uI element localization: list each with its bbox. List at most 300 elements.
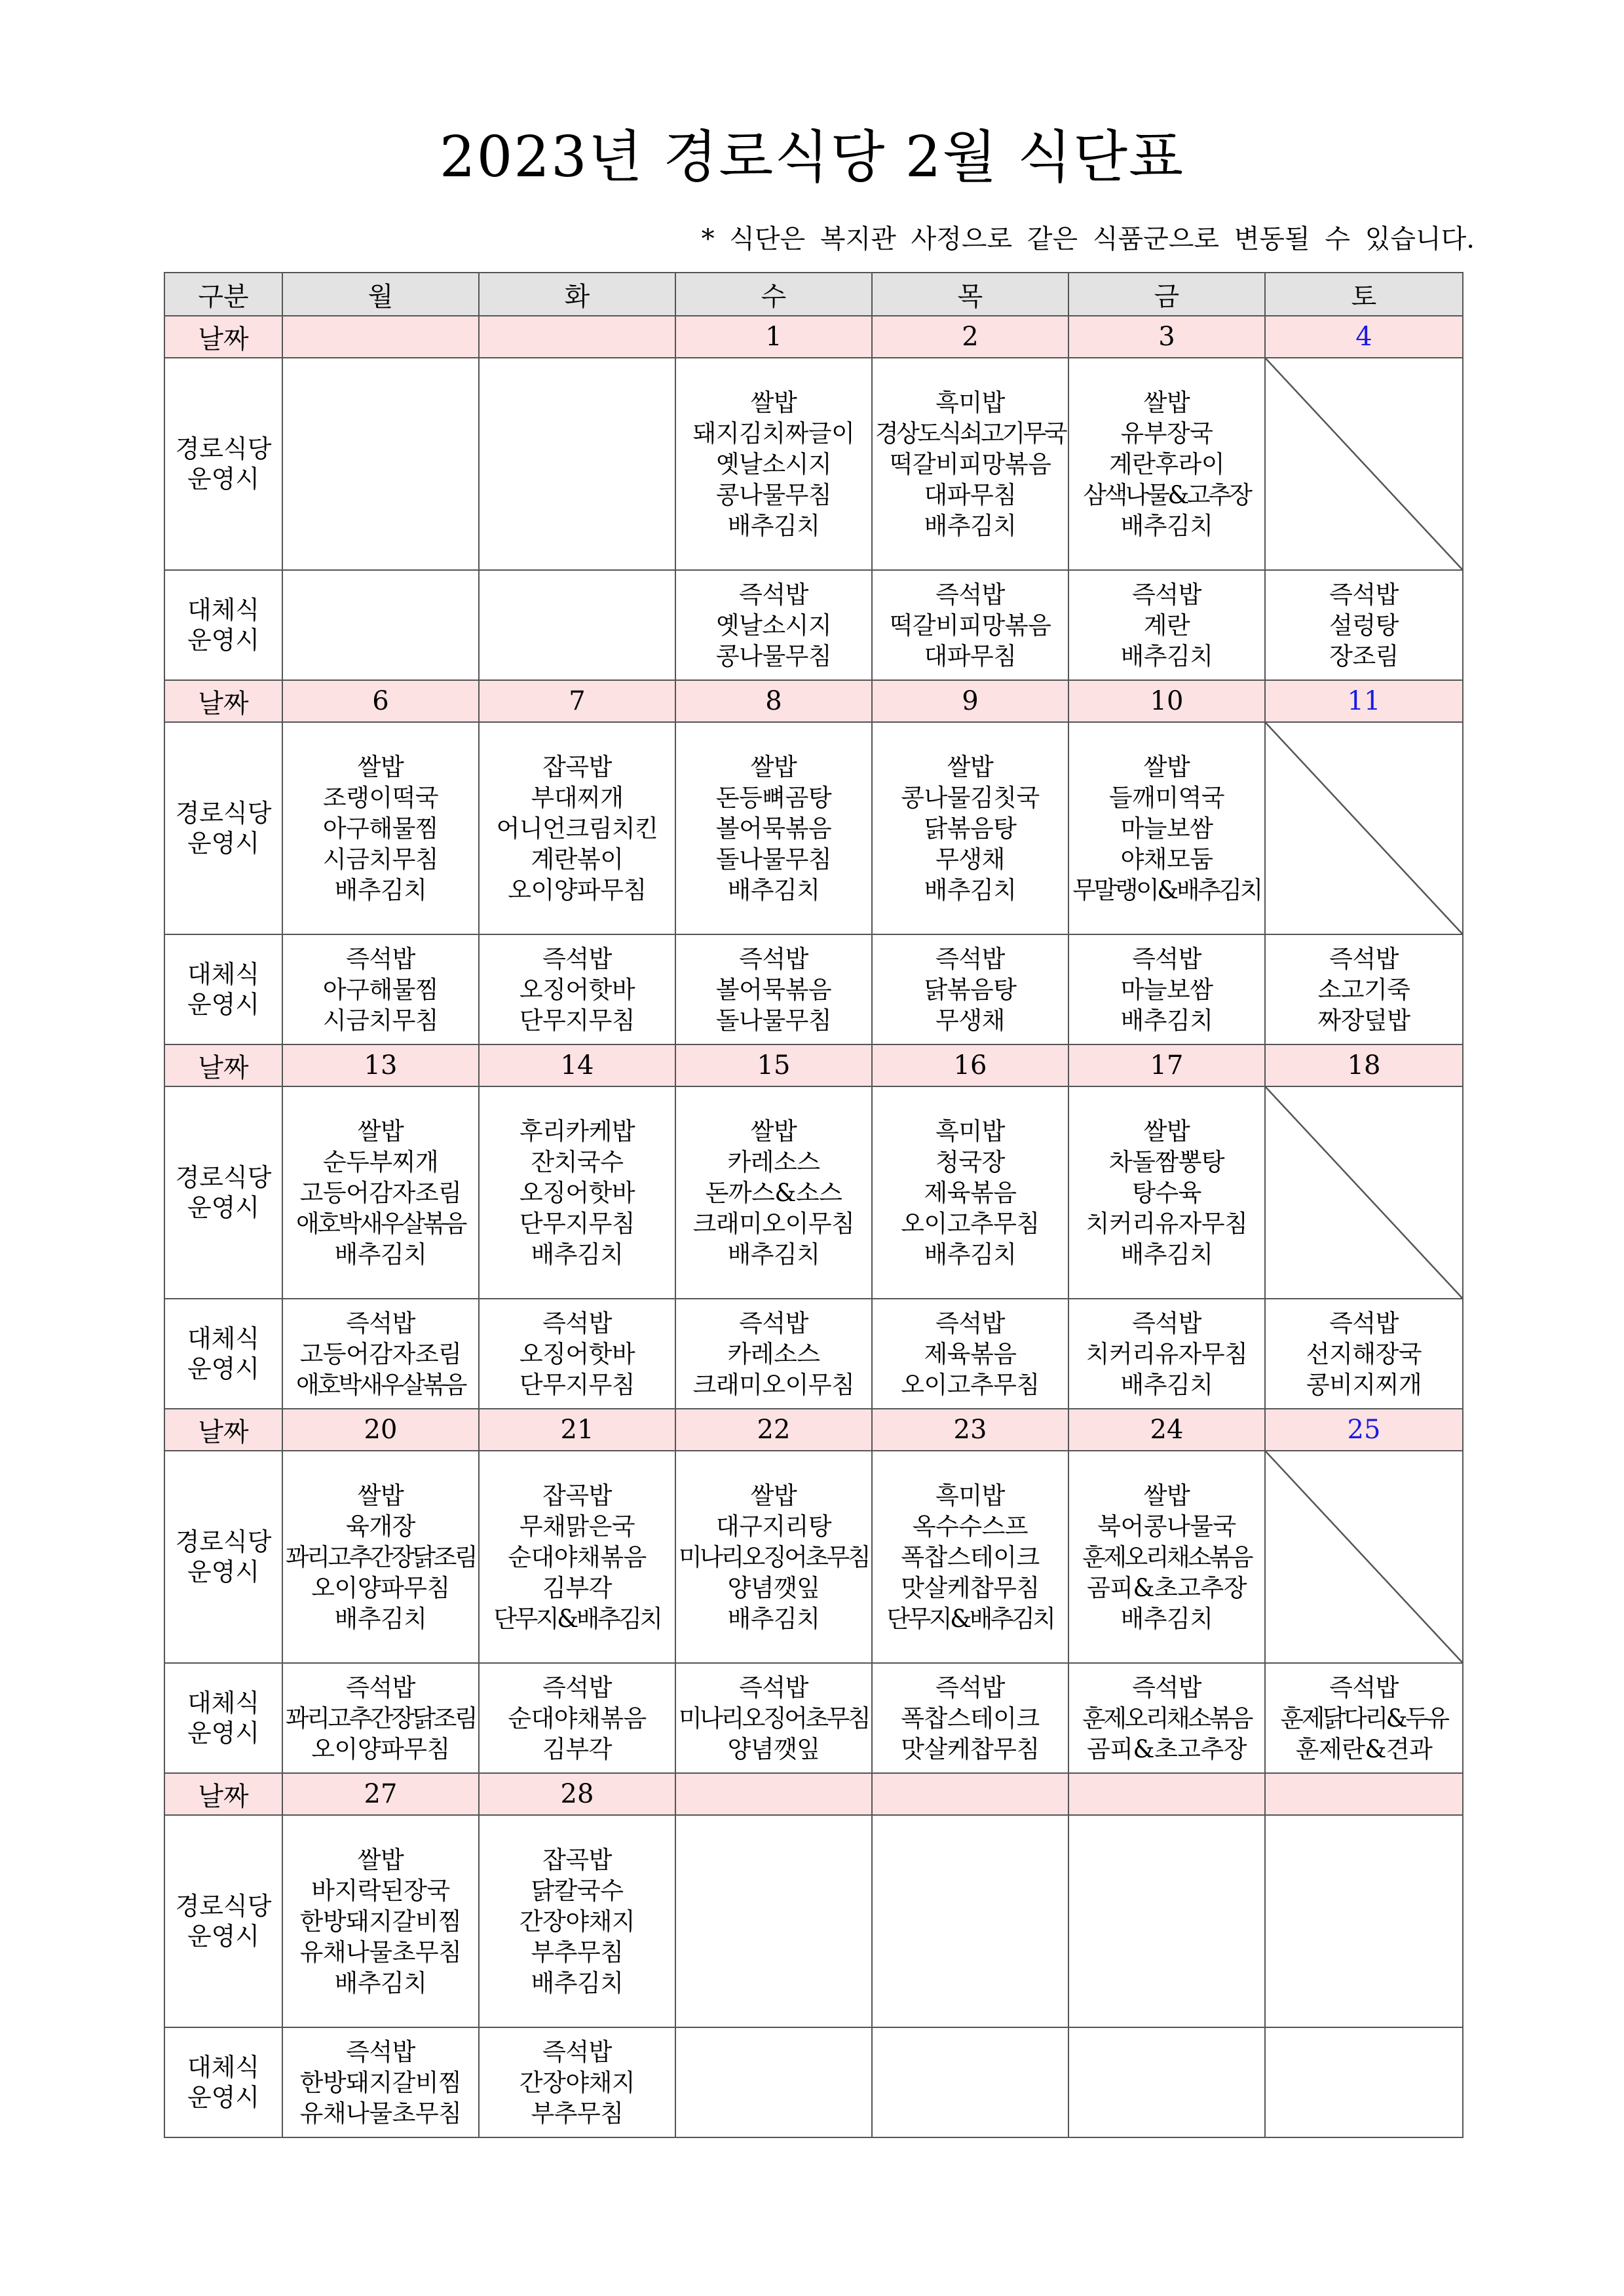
menu-item: 마늘보쌈 [1120,975,1213,1004]
menu-cell-wednesday [675,2027,872,2137]
date-tuesday [479,316,675,358]
menu-item: 한방돼지갈비찜 [299,2068,462,2097]
date-friday: 10 [1068,680,1265,722]
menu-item: 쌀밥 [357,1481,404,1510]
alternative-menu-row [164,934,1463,1044]
menu-cell-tuesday [479,934,675,1044]
menu-item: 미나리오징어초무침 [678,1704,869,1732]
menu-item: 훈제오리채소볶음 [1082,1542,1251,1571]
menu-item: 쌀밥 [947,752,994,781]
menu-item: 폭찹스테이크 [901,1542,1040,1571]
header-saturday: 토 [1265,273,1463,316]
menu-item: 소고기죽 [1317,975,1410,1004]
menu-item: 카레소스 [727,1147,820,1176]
menu-item: 즉석밥 [935,944,1005,973]
alternative-row-label: 대체식 운영시 [164,2027,282,2137]
menu-item: 곰피&초고추장 [1087,1734,1247,1763]
menu-item: 배추김치 [727,1240,820,1269]
menu-item: 계란후라이 [1108,450,1225,478]
header-row [164,273,1463,316]
menu-item: 배추김치 [727,875,820,904]
dining-row-label: 경로식당 운영시 [164,722,282,934]
date-row [164,316,1463,358]
menu-cell-monday [282,1086,479,1299]
menu-item: 카레소스 [727,1339,820,1368]
date-wednesday: 15 [675,1044,872,1086]
menu-cell-wednesday [675,934,872,1044]
menu-item: 무생채 [935,1006,1005,1035]
menu-item: 배추김치 [1120,641,1213,670]
date-monday: 6 [282,680,479,722]
menu-item: 배추김치 [1120,1006,1213,1035]
menu-item: 삼색나물&고추장 [1083,480,1251,509]
menu-cell-saturday [1265,722,1463,934]
menu-cell-thursday [872,722,1068,934]
menu-cell-wednesday [675,722,872,934]
menu-item: 돈까스&소스 [705,1178,842,1207]
menu-cell-friday [1068,1451,1265,1663]
menu-cell-thursday [872,1086,1068,1299]
menu-body [164,316,1463,2137]
menu-item: 간장야채지 [519,1907,635,1936]
date-tuesday: 14 [479,1044,675,1086]
menu-item: 쌀밥 [750,752,797,781]
date-tuesday: 21 [479,1409,675,1451]
menu-item: 즉석밥 [1132,1309,1201,1337]
header-tuesday: 화 [479,273,675,316]
date-saturday: 25 [1265,1409,1463,1451]
menu-item: 배추김치 [531,1968,624,1997]
dining-menu-row [164,1451,1463,1663]
menu-item: 치커리유자무침 [1086,1209,1248,1238]
menu-item: 한방돼지갈비찜 [299,1907,462,1936]
menu-item: 조랭이떡국 [322,783,439,812]
dining-menu-row [164,1086,1463,1299]
menu-cell-monday [282,1663,479,1773]
menu-item: 볼어묵볶음 [715,975,832,1004]
menu-cell-tuesday [479,1086,675,1299]
menu-cell-saturday [1265,1451,1463,1663]
menu-item: 배추김치 [531,1240,624,1269]
menu-item: 즉석밥 [739,1673,808,1702]
menu-item: 야채모둠 [1120,845,1213,873]
menu-item: 들깨미역국 [1108,783,1225,812]
menu-item: 배추김치 [1120,1240,1213,1269]
menu-item: 북어콩나물국 [1097,1512,1236,1540]
menu-cell-saturday [1265,2027,1463,2137]
menu-item: 오징어핫바 [519,975,635,1004]
menu-item: 장조림 [1329,641,1399,670]
menu-item: 쌀밥 [1143,1481,1190,1510]
menu-item: 순대야채볶음 [508,1542,647,1571]
menu-item: 짜장덮밥 [1317,1006,1410,1035]
date-monday: 20 [282,1409,479,1451]
menu-item: 즉석밥 [1329,580,1399,609]
menu-item: 배추김치 [924,511,1017,540]
menu-item: 돌나물무침 [715,845,832,873]
menu-item: 쌀밥 [750,1481,797,1510]
menu-cell-friday [1068,570,1265,680]
menu-item: 폭찹스테이크 [901,1704,1040,1732]
date-saturday: 11 [1265,680,1463,722]
menu-item: 배추김치 [924,1240,1017,1269]
menu-item: 즉석밥 [1329,944,1399,973]
menu-cell-saturday [1265,1815,1463,2027]
menu-item: 옛날소시지 [715,611,832,640]
menu-item: 계란볶이 [531,845,624,873]
menu-item: 돌나물무침 [715,1006,832,1035]
menu-item: 콩나물무침 [715,480,832,509]
menu-item: 김부각 [542,1573,612,1602]
menu-cell-monday [282,570,479,680]
menu-item: 대파무침 [924,480,1017,509]
menu-item: 잔치국수 [531,1147,624,1176]
menu-item: 즉석밥 [542,1309,612,1337]
alternative-row-label: 대체식 운영시 [164,1299,282,1409]
menu-item: 콩비지찌개 [1306,1370,1422,1399]
dining-menu-row [164,722,1463,934]
menu-item: 흑미밥 [935,1117,1005,1145]
menu-change-notice: * 식단은 복지관 사정으로 같은 식품군으로 변동될 수 있습니다. [701,224,1475,254]
menu-cell-thursday [872,934,1068,1044]
date-tuesday: 28 [479,1773,675,1815]
menu-item: 바지락된장국 [311,1876,450,1905]
menu-item: 즉석밥 [935,580,1005,609]
menu-cell-tuesday [479,722,675,934]
menu-item: 배추김치 [727,1604,820,1633]
menu-cell-monday [282,934,479,1044]
date-row [164,1773,1463,1815]
menu-item: 꽈리고추간장닭조림 [285,1542,476,1571]
menu-item: 배추김치 [1120,1604,1213,1633]
date-friday [1068,1773,1265,1815]
alternative-menu-row [164,1299,1463,1409]
menu-cell-wednesday [675,570,872,680]
date-thursday: 16 [872,1044,1068,1086]
menu-cell-thursday [872,1451,1068,1663]
menu-item: 즉석밥 [1329,1309,1399,1337]
menu-item: 시금치무침 [322,845,439,873]
menu-item: 애호박새우살볶음 [296,1370,465,1399]
date-label: 날짜 [164,680,282,722]
menu-item: 설렁탕 [1329,611,1399,640]
menu-item: 대파무침 [924,641,1017,670]
menu-item: 쌀밥 [357,1845,404,1874]
menu-cell-friday [1068,934,1265,1044]
menu-item: 쌀밥 [357,752,404,781]
menu-cell-wednesday [675,1663,872,1773]
date-tuesday: 7 [479,680,675,722]
alternative-row-label: 대체식 운영시 [164,1663,282,1773]
menu-item: 쌀밥 [1143,1117,1190,1145]
menu-cell-wednesday [675,1299,872,1409]
dining-menu-row [164,358,1463,570]
date-label: 날짜 [164,316,282,358]
date-label: 날짜 [164,1409,282,1451]
menu-cell-tuesday [479,1299,675,1409]
menu-item: 단무지&배추김치 [493,1604,661,1633]
header-friday: 금 [1068,273,1265,316]
menu-item: 흑미밥 [935,1481,1005,1510]
menu-item: 육개장 [346,1512,415,1540]
dining-row-label: 경로식당 운영시 [164,1451,282,1663]
menu-cell-friday [1068,1815,1265,2027]
menu-cell-saturday [1265,358,1463,570]
header-wednesday: 수 [675,273,872,316]
menu-item: 무말랭이&배추김치 [1072,875,1261,904]
menu-cell-friday [1068,722,1265,934]
dining-row-label: 경로식당 운영시 [164,1086,282,1299]
alternative-menu-row [164,1663,1463,1773]
menu-cell-wednesday [675,1086,872,1299]
menu-item: 옥수수스프 [912,1512,1029,1540]
menu-item: 즉석밥 [542,1673,612,1702]
menu-item: 애호박새우살볶음 [296,1209,465,1238]
date-thursday: 9 [872,680,1068,722]
header-monday: 월 [282,273,479,316]
menu-cell-friday [1068,2027,1265,2137]
menu-cell-thursday [872,2027,1068,2137]
menu-item: 유채나물초무침 [299,2099,462,2128]
menu-item: 대구지리탕 [715,1512,832,1540]
menu-cell-wednesday [675,1815,872,2027]
date-row [164,1409,1463,1451]
date-friday: 24 [1068,1409,1265,1451]
menu-item: 시금치무침 [322,1006,439,1035]
menu-item: 쌀밥 [750,388,797,417]
date-wednesday: 1 [675,316,872,358]
menu-item: 단무지무침 [519,1370,635,1399]
menu-cell-saturday [1265,1663,1463,1773]
menu-cell-friday [1068,1299,1265,1409]
date-thursday [872,1773,1068,1815]
menu-cell-tuesday [479,570,675,680]
menu-cell-tuesday [479,1451,675,1663]
menu-item: 아구해물찜 [322,814,439,843]
menu-item: 잡곡밥 [542,1845,612,1874]
menu-cell-thursday [872,1663,1068,1773]
menu-cell-monday [282,1299,479,1409]
menu-item: 즉석밥 [739,944,808,973]
date-friday: 17 [1068,1044,1265,1086]
menu-item: 볼어묵볶음 [715,814,832,843]
date-row [164,680,1463,722]
menu-cell-tuesday [479,358,675,570]
menu-item: 흑미밥 [935,388,1005,417]
menu-item: 훈제란&견과 [1295,1734,1433,1763]
menu-item: 훈제닭다리&두유 [1280,1704,1448,1732]
date-saturday: 4 [1265,316,1463,358]
menu-cell-monday [282,722,479,934]
menu-item: 훈제오리채소볶음 [1082,1704,1251,1732]
menu-item: 청국장 [935,1147,1005,1176]
menu-cell-friday [1068,358,1265,570]
menu-item: 어니언크림치킨 [496,814,658,843]
menu-item: 즉석밥 [1132,1673,1201,1702]
menu-item: 배추김치 [1120,511,1213,540]
menu-cell-wednesday [675,1451,872,1663]
menu-item: 무생채 [935,845,1005,873]
menu-item: 부대찌개 [531,783,624,812]
menu-cell-monday [282,2027,479,2137]
menu-item: 즉석밥 [739,580,808,609]
date-friday: 3 [1068,316,1265,358]
menu-item: 떡갈비피망볶음 [889,611,1051,640]
date-wednesday [675,1773,872,1815]
menu-item: 맛살케찹무침 [901,1734,1040,1763]
menu-item: 오징어핫바 [519,1339,635,1368]
menu-item: 무채맑은국 [519,1512,635,1540]
dining-row-label: 경로식당 운영시 [164,1815,282,2027]
date-label: 날짜 [164,1773,282,1815]
menu-item: 쌀밥 [1143,752,1190,781]
menu-item: 즉석밥 [346,1309,415,1337]
menu-item: 돈등뼈곰탕 [715,783,832,812]
date-thursday: 23 [872,1409,1068,1451]
menu-item: 유부장국 [1120,419,1213,448]
date-thursday: 2 [872,316,1068,358]
menu-item: 즉석밥 [346,1673,415,1702]
menu-item: 배추김치 [334,1240,427,1269]
page-title: 2023년 경로식당 2월 식단표 [439,124,1185,190]
date-row [164,1044,1463,1086]
menu-item: 닭칼국수 [531,1876,624,1905]
menu-cell-thursday [872,570,1068,680]
menu-item: 크래미오이무침 [692,1209,855,1238]
date-label: 날짜 [164,1044,282,1086]
menu-item: 배추김치 [334,1604,427,1633]
menu-item: 콩나물김칫국 [901,783,1040,812]
menu-item: 탕수육 [1132,1178,1201,1207]
menu-item: 선지해장국 [1306,1339,1422,1368]
dining-menu-row [164,1815,1463,2027]
menu-item: 양념깻잎 [727,1734,820,1763]
menu-item: 옛날소시지 [715,450,832,478]
menu-item: 오이양파무침 [311,1573,450,1602]
menu-item: 닭볶음탕 [924,814,1017,843]
menu-item: 잡곡밥 [542,1481,612,1510]
menu-item: 즉석밥 [935,1673,1005,1702]
menu-item: 쌀밥 [1143,388,1190,417]
menu-item: 떡갈비피망볶음 [889,450,1051,478]
menu-item: 배추김치 [727,511,820,540]
menu-item: 쌀밥 [357,1117,404,1145]
date-wednesday: 22 [675,1409,872,1451]
menu-table [164,272,1463,2138]
menu-cell-thursday [872,1815,1068,2027]
menu-cell-saturday [1265,1086,1463,1299]
menu-item: 쌀밥 [750,1117,797,1145]
menu-item: 제육볶음 [924,1178,1017,1207]
menu-item: 배추김치 [1120,1370,1213,1399]
menu-item: 경상도식쇠고기무국 [875,419,1066,448]
menu-item: 곰피&초고추장 [1087,1573,1247,1602]
menu-item: 꽈리고추간장닭조림 [285,1704,476,1732]
alternative-menu-row [164,570,1463,680]
menu-item: 차돌짬뽕탕 [1108,1147,1225,1176]
menu-item: 배추김치 [334,1968,427,1997]
menu-item: 치커리유자무침 [1086,1339,1248,1368]
menu-item: 오징어핫바 [519,1178,635,1207]
menu-item: 배추김치 [924,875,1017,904]
menu-item: 닭볶음탕 [924,975,1017,1004]
menu-cell-thursday [872,1299,1068,1409]
menu-item: 마늘보쌈 [1120,814,1213,843]
menu-item: 부추무침 [531,1938,624,1966]
menu-item: 단무지무침 [519,1209,635,1238]
menu-cell-tuesday [479,1815,675,2027]
menu-item: 고등어감자조림 [299,1178,462,1207]
menu-item: 유채나물초무침 [299,1938,462,1966]
menu-item: 아구해물찜 [322,975,439,1004]
menu-item: 오이고추무침 [901,1370,1040,1399]
menu-item: 즉석밥 [346,2037,415,2066]
date-monday: 27 [282,1773,479,1815]
date-monday: 13 [282,1044,479,1086]
menu-cell-monday [282,1815,479,2027]
menu-cell-monday [282,1451,479,1663]
header-category: 구분 [164,273,282,316]
menu-item: 단무지무침 [519,1006,635,1035]
menu-item: 부추무침 [531,2099,624,2128]
menu-cell-saturday [1265,1299,1463,1409]
menu-cell-friday [1068,1663,1265,1773]
menu-item: 즉석밥 [542,2037,612,2066]
menu-item: 즉석밥 [542,944,612,973]
menu-cell-friday [1068,1086,1265,1299]
menu-item: 순두부찌개 [322,1147,439,1176]
menu-item: 계란 [1143,611,1190,640]
menu-item: 콩나물무침 [715,641,832,670]
date-saturday [1265,1773,1463,1815]
alternative-row-label: 대체식 운영시 [164,570,282,680]
header-thursday: 목 [872,273,1068,316]
menu-item: 즉석밥 [1132,580,1201,609]
menu-cell-saturday [1265,570,1463,680]
dining-row-label: 경로식당 운영시 [164,358,282,570]
menu-item: 배추김치 [334,875,427,904]
menu-item: 즉석밥 [1132,944,1201,973]
menu-item: 맛살케찹무침 [901,1573,1040,1602]
menu-item: 간장야채지 [519,2068,635,2097]
menu-cell-tuesday [479,1663,675,1773]
menu-cell-tuesday [479,2027,675,2137]
menu-item: 고등어감자조림 [299,1339,462,1368]
menu-item: 잡곡밥 [542,752,612,781]
menu-cell-wednesday [675,358,872,570]
date-wednesday: 8 [675,680,872,722]
menu-item: 순대야채볶음 [508,1704,647,1732]
date-saturday: 18 [1265,1044,1463,1086]
menu-item: 즉석밥 [935,1309,1005,1337]
menu-item: 오이고추무침 [901,1209,1040,1238]
alternative-row-label: 대체식 운영시 [164,934,282,1044]
menu-cell-monday [282,358,479,570]
menu-item: 단무지&배추김치 [886,1604,1054,1633]
menu-item: 오이양파무침 [311,1734,450,1763]
menu-item: 즉석밥 [346,944,415,973]
menu-item: 미나리오징어초무침 [678,1542,869,1571]
menu-item: 즉석밥 [1329,1673,1399,1702]
menu-item: 돼지김치짜글이 [692,419,855,448]
menu-item: 후리카케밥 [519,1117,635,1145]
menu-item: 김부각 [542,1734,612,1763]
menu-item: 즉석밥 [739,1309,808,1337]
menu-item: 제육볶음 [924,1339,1017,1368]
menu-item: 오이양파무침 [508,875,647,904]
menu-cell-saturday [1265,934,1463,1044]
menu-item: 양념깻잎 [727,1573,820,1602]
